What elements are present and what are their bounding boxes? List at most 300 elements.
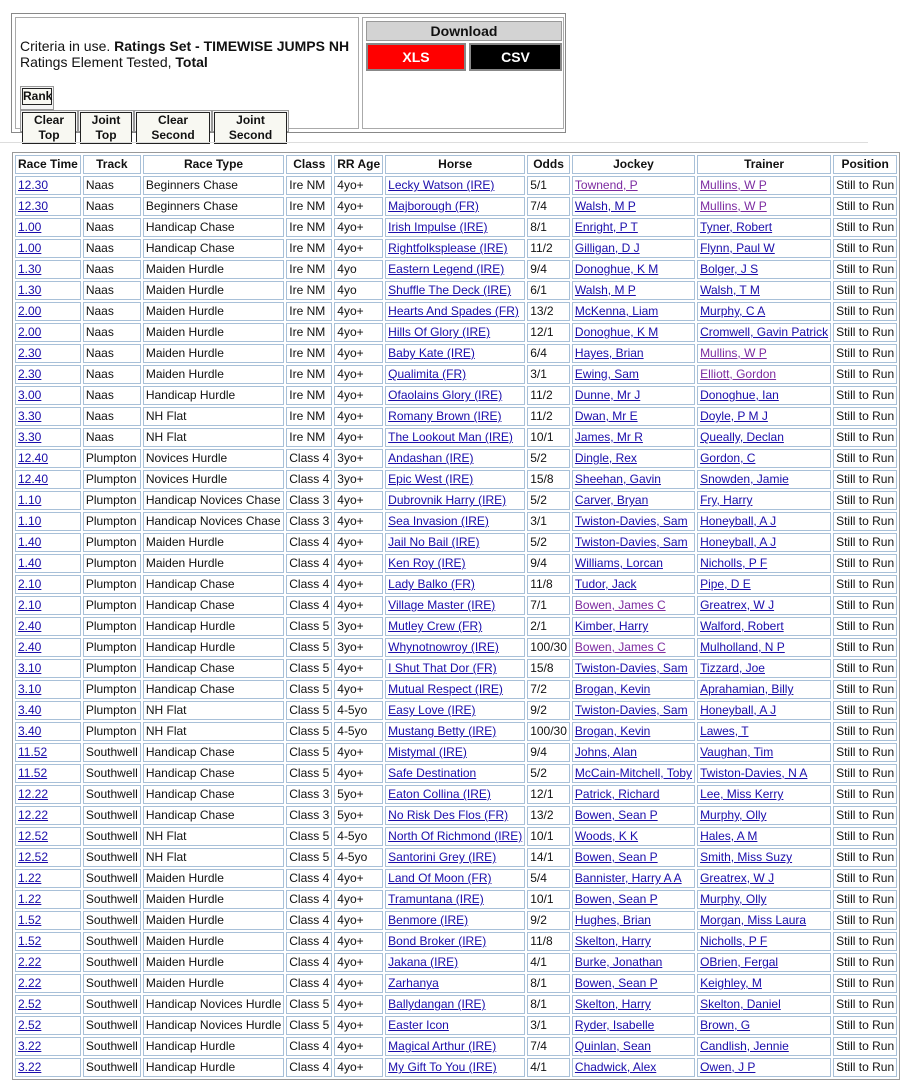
horse-link[interactable]: My Gift To You (IRE)	[388, 1060, 497, 1074]
trainer-link[interactable]: Honeyball, A J	[700, 703, 777, 717]
cell-horse	[385, 197, 525, 216]
cell-position: Still to Run	[833, 722, 897, 741]
race-time-link[interactable]: 1.22	[18, 871, 42, 885]
jockey-link[interactable]: Sheehan, Gavin	[574, 472, 661, 486]
cell-class: Class 5	[286, 722, 332, 741]
jockey-link[interactable]: James, Mr R	[574, 430, 643, 444]
race-time-link[interactable]: 1.30	[18, 262, 42, 276]
trainer-link[interactable]: Greatrex, W J	[700, 598, 775, 612]
horse-link[interactable]: Qualimita (FR)	[388, 367, 467, 381]
jockey-link[interactable]: Bowen, Sean P	[574, 850, 658, 864]
cell-track: Southwell	[83, 1058, 141, 1077]
race-time-link[interactable]: 3.40	[18, 703, 42, 717]
trainer-link[interactable]: Honeyball, A J	[700, 514, 777, 528]
jockey-link[interactable]: Skelton, Harry	[574, 997, 651, 1011]
trainer-link[interactable]: Lawes, T	[700, 724, 749, 738]
cell-race-time	[15, 806, 81, 825]
trainer-link[interactable]: Morgan, Miss Laura	[700, 913, 807, 927]
jockey-link[interactable]: Hayes, Brian	[574, 346, 644, 360]
rank-button-label: Rank	[23, 89, 53, 103]
trainer-link[interactable]: Mulholland, N P	[700, 640, 785, 654]
table-row	[15, 407, 897, 426]
cell-race-type: NH Flat	[143, 701, 284, 720]
cell-track: Southwell	[83, 974, 141, 993]
jockey-link[interactable]: Enright, P T	[574, 220, 638, 234]
joint-second-button[interactable]	[212, 110, 289, 142]
cell-trainer	[697, 260, 831, 279]
race-time-link[interactable]: 3.22	[18, 1039, 42, 1053]
cell-trainer	[697, 974, 831, 993]
cell-rr-age: 4yo+	[334, 869, 383, 888]
cell-jockey	[572, 197, 695, 216]
cell-rr-age: 4yo+	[334, 239, 383, 258]
jockey-link[interactable]: Dingle, Rex	[574, 451, 637, 465]
jockey-link[interactable]: Chadwick, Alex	[574, 1060, 657, 1074]
cell-class: Class 5	[286, 701, 332, 720]
cell-position: Still to Run	[833, 743, 897, 762]
cell-race-time	[15, 1037, 81, 1056]
cell-race-time	[15, 911, 81, 930]
table-row	[15, 1037, 897, 1056]
cell-position: Still to Run	[833, 596, 897, 615]
trainer-link[interactable]: Honeyball, A J	[700, 535, 777, 549]
cell-track: Naas	[83, 176, 141, 195]
cell-race-type: Maiden Hurdle	[143, 554, 284, 573]
cell-class: Class 4	[286, 449, 332, 468]
horse-link[interactable]: Zarhanya	[388, 976, 439, 990]
cell-jockey	[572, 764, 695, 783]
race-time-link[interactable]: 12.52	[18, 850, 49, 864]
cell-race-type: Handicap Hurdle	[143, 638, 284, 657]
cell-horse	[385, 344, 525, 363]
jockey-link[interactable]: Burke, Jonathan	[574, 955, 663, 969]
trainer-link[interactable]: Twiston-Davies, N A	[700, 766, 808, 780]
table-row	[15, 722, 897, 741]
cell-jockey	[572, 533, 695, 552]
cell-odds: 7/2	[527, 680, 570, 699]
cell-position: Still to Run	[833, 848, 897, 867]
cell-rr-age: 5yo+	[334, 806, 383, 825]
cell-race-time	[15, 890, 81, 909]
trainer-link[interactable]: Mullins, W P	[700, 178, 767, 192]
horse-link[interactable]: Shuffle The Deck (IRE)	[388, 283, 512, 297]
horse-link[interactable]: Lady Balko (FR)	[388, 577, 475, 591]
cell-rr-age: 4yo+	[334, 428, 383, 447]
table-row	[15, 638, 897, 657]
race-time-link[interactable]: 1.00	[18, 241, 42, 255]
race-time-link[interactable]: 3.10	[18, 682, 42, 696]
cell-race-type: Handicap Chase	[143, 764, 284, 783]
table-row	[15, 869, 897, 888]
race-time-link[interactable]: 12.52	[18, 829, 49, 843]
jockey-link[interactable]: Twiston-Davies, Sam	[574, 514, 688, 528]
trainer-link[interactable]: Vaughan, Tim	[700, 745, 774, 759]
cell-class: Class 5	[286, 995, 332, 1014]
cell-horse	[385, 890, 525, 909]
trainer-link[interactable]: Elliott, Gordon	[700, 367, 777, 381]
jockey-link[interactable]: Bowen, Sean P	[574, 976, 658, 990]
cell-race-time	[15, 764, 81, 783]
horse-link[interactable]: Eaton Collina (IRE)	[388, 787, 491, 801]
race-time-link[interactable]: 1.00	[18, 220, 42, 234]
horse-link[interactable]: Whynotnowroy (IRE)	[388, 640, 499, 654]
cell-track: Southwell	[83, 953, 141, 972]
cell-horse	[385, 869, 525, 888]
horse-link[interactable]: Bond Broker (IRE)	[388, 934, 487, 948]
horse-link[interactable]: Eastern Legend (IRE)	[388, 262, 505, 276]
jockey-link[interactable]: Williams, Lorcan	[574, 556, 663, 570]
jockey-link[interactable]: Bowen, James C	[574, 598, 666, 612]
cell-race-type: Beginners Chase	[143, 197, 284, 216]
jockey-link[interactable]: Twiston-Davies, Sam	[574, 703, 688, 717]
cell-trainer	[697, 596, 831, 615]
trainer-link[interactable]: Brown, G	[700, 1018, 751, 1032]
jockey-link[interactable]: Bowen, Sean P	[574, 892, 658, 906]
jockey-link[interactable]: Twiston-Davies, Sam	[574, 535, 688, 549]
cell-track: Naas	[83, 197, 141, 216]
cell-class: Class 4	[286, 470, 332, 489]
trainer-link[interactable]: Smith, Miss Suzy	[700, 850, 793, 864]
cell-race-time	[15, 176, 81, 195]
trainer-link[interactable]: Keighley, M	[700, 976, 762, 990]
race-time-link[interactable]: 3.30	[18, 409, 42, 423]
cell-jockey	[572, 827, 695, 846]
horse-link[interactable]: Village Master (IRE)	[388, 598, 496, 612]
cell-odds: 14/1	[527, 848, 570, 867]
cell-class: Class 4	[286, 575, 332, 594]
jockey-link[interactable]: Brogan, Kevin	[574, 724, 651, 738]
horse-link[interactable]: Majborough (FR)	[388, 199, 479, 213]
jockey-link[interactable]: Twiston-Davies, Sam	[574, 661, 688, 675]
jockey-link[interactable]: Donoghue, K M	[574, 262, 659, 276]
cell-race-time	[15, 869, 81, 888]
race-time-link[interactable]: 2.30	[18, 346, 42, 360]
clear-second-button[interactable]	[134, 110, 212, 142]
horse-link[interactable]: Mustang Betty (IRE)	[388, 724, 497, 738]
cell-race-time	[15, 344, 81, 363]
jockey-link[interactable]: Quinlan, Sean	[574, 1039, 651, 1053]
cell-jockey	[572, 974, 695, 993]
trainer-link[interactable]: Tyner, Robert	[700, 220, 773, 234]
jockey-link[interactable]: Tudor, Jack	[574, 577, 637, 591]
clear-second-label: Clear Second	[136, 112, 210, 144]
table-row	[15, 659, 897, 678]
table-row	[15, 827, 897, 846]
table-header-row	[15, 155, 897, 174]
race-time-link[interactable]: 12.22	[18, 787, 49, 801]
cell-position: Still to Run	[833, 1037, 897, 1056]
race-time-link[interactable]: 1.52	[18, 913, 42, 927]
cell-odds: 8/1	[527, 974, 570, 993]
jockey-link[interactable]: Walsh, M P	[574, 199, 636, 213]
jockey-link[interactable]: Patrick, Richard	[574, 787, 660, 801]
cell-horse	[385, 449, 525, 468]
horse-link[interactable]: I Shut That Dor (FR)	[388, 661, 497, 675]
horse-link[interactable]: No Risk Des Flos (FR)	[388, 808, 509, 822]
race-time-link[interactable]: 1.10	[18, 514, 42, 528]
joint-top-button[interactable]	[78, 110, 134, 142]
cell-track: Southwell	[83, 764, 141, 783]
trainer-link[interactable]: Greatrex, W J	[700, 871, 775, 885]
jockey-link[interactable]: Brogan, Kevin	[574, 682, 651, 696]
cell-position: Still to Run	[833, 953, 897, 972]
trainer-link[interactable]: Aprahamian, Billy	[700, 682, 794, 696]
cell-odds: 9/4	[527, 554, 570, 573]
trainer-link[interactable]: Donoghue, Ian	[700, 388, 779, 402]
cell-horse	[385, 848, 525, 867]
cell-race-time	[15, 365, 81, 384]
jockey-link[interactable]: Woods, K K	[574, 829, 639, 843]
jockey-link[interactable]: McKenna, Liam	[574, 304, 659, 318]
clear-top-button[interactable]	[20, 110, 78, 142]
horse-link[interactable]: Benmore (IRE)	[388, 913, 469, 927]
jockey-link[interactable]: Bowen, Sean P	[574, 808, 658, 822]
race-time-link[interactable]: 11.52	[18, 745, 48, 759]
race-time-link[interactable]: 3.22	[18, 1060, 42, 1074]
horse-link[interactable]: Hearts And Spades (FR)	[388, 304, 519, 318]
horse-link[interactable]: Ken Roy (IRE)	[388, 556, 466, 570]
trainer-link[interactable]: Hales, A M	[700, 829, 758, 843]
horse-link[interactable]: Ofaolains Glory (IRE)	[388, 388, 503, 402]
race-time-link[interactable]: 12.22	[18, 808, 49, 822]
jockey-link[interactable]: Bowen, James C	[574, 640, 666, 654]
trainer-link[interactable]: Nicholls, P F	[700, 934, 768, 948]
jockey-link[interactable]: Donoghue, K M	[574, 325, 659, 339]
race-time-link[interactable]: 3.30	[18, 430, 42, 444]
trainer-link[interactable]: Walford, Robert	[700, 619, 784, 633]
horse-link[interactable]: Hills Of Glory (IRE)	[388, 325, 491, 339]
trainer-link[interactable]: Snowden, Jamie	[700, 472, 789, 486]
trainer-link[interactable]: Candlish, Jennie	[700, 1039, 789, 1053]
trainer-link[interactable]: Mullins, W P	[700, 346, 767, 360]
horse-link[interactable]: The Lookout Man (IRE)	[388, 430, 513, 444]
horse-link[interactable]: Lecky Watson (IRE)	[388, 178, 495, 192]
cell-odds: 11/2	[527, 239, 570, 258]
cell-track: Naas	[83, 218, 141, 237]
race-time-link[interactable]: 2.22	[18, 976, 42, 990]
trainer-link[interactable]: Walsh, T M	[700, 283, 760, 297]
race-time-link[interactable]: 12.40	[18, 472, 49, 486]
horse-link[interactable]: Romany Brown (IRE)	[388, 409, 502, 423]
cell-race-type: Maiden Hurdle	[143, 974, 284, 993]
horse-link[interactable]: North Of Richmond (IRE)	[388, 829, 523, 843]
race-time-link[interactable]: 12.30	[18, 199, 49, 213]
race-time-link[interactable]: 12.40	[18, 451, 49, 465]
race-time-link[interactable]: 2.30	[18, 367, 42, 381]
race-time-link[interactable]: 1.30	[18, 283, 42, 297]
horse-link[interactable]: Magical Arthur (IRE)	[388, 1039, 497, 1053]
trainer-link[interactable]: Mullins, W P	[700, 199, 767, 213]
horse-link[interactable]: Easter Icon	[388, 1018, 449, 1032]
race-time-link[interactable]: 1.40	[18, 535, 42, 549]
cell-track: Southwell	[83, 827, 141, 846]
cell-track: Plumpton	[83, 512, 141, 531]
race-time-link[interactable]: 2.10	[18, 577, 42, 591]
trainer-link[interactable]: Tizzard, Joe	[700, 661, 765, 675]
horse-link[interactable]: Jail No Bail (IRE)	[388, 535, 480, 549]
jockey-link[interactable]: Ryder, Isabelle	[574, 1018, 655, 1032]
trainer-link[interactable]: Murphy, Olly	[700, 808, 767, 822]
trainer-link[interactable]: Murphy, Olly	[700, 892, 767, 906]
horse-link[interactable]: Santorini Grey (IRE)	[388, 850, 497, 864]
cell-race-type: Handicap Chase	[143, 680, 284, 699]
cell-race-type: Maiden Hurdle	[143, 365, 284, 384]
race-time-link[interactable]: 1.22	[18, 892, 42, 906]
race-time-link[interactable]: 2.52	[18, 997, 42, 1011]
cell-race-time	[15, 260, 81, 279]
cell-trainer	[697, 869, 831, 888]
trainer-link[interactable]: Flynn, Paul W	[700, 241, 775, 255]
race-time-link[interactable]: 2.10	[18, 598, 42, 612]
cell-trainer	[697, 806, 831, 825]
cell-horse	[385, 806, 525, 825]
race-time-link[interactable]: 2.52	[18, 1018, 42, 1032]
horse-link[interactable]: Mistymal (IRE)	[388, 745, 467, 759]
race-time-link[interactable]: 2.22	[18, 955, 42, 969]
trainer-link[interactable]: Lee, Miss Kerry	[700, 787, 784, 801]
trainer-link[interactable]: Bolger, J S	[700, 262, 759, 276]
race-time-link[interactable]: 2.00	[18, 325, 42, 339]
jockey-link[interactable]: Hughes, Brian	[574, 913, 651, 927]
jockey-link[interactable]: Johns, Alan	[574, 745, 637, 759]
clear-top-label: Clear Top	[22, 112, 76, 144]
jockey-link[interactable]: Gilligan, D J	[574, 241, 640, 255]
trainer-link[interactable]: Skelton, Daniel	[700, 997, 781, 1011]
jockey-link[interactable]: Carver, Bryan	[574, 493, 649, 507]
jockey-link[interactable]: Dunne, Mr J	[574, 388, 641, 402]
race-time-link[interactable]: 3.10	[18, 661, 42, 675]
cell-odds: 100/30	[527, 722, 570, 741]
rank-button[interactable]	[20, 86, 54, 110]
divider	[0, 142, 868, 143]
horse-link[interactable]: Andashan (IRE)	[388, 451, 474, 465]
jockey-link[interactable]: Walsh, M P	[574, 283, 636, 297]
horse-link[interactable]: Baby Kate (IRE)	[388, 346, 475, 360]
cell-position: Still to Run	[833, 239, 897, 258]
cell-race-type: Maiden Hurdle	[143, 890, 284, 909]
cell-trainer	[697, 428, 831, 447]
race-time-link[interactable]: 1.10	[18, 493, 42, 507]
cell-class: Class 3	[286, 512, 332, 531]
cell-jockey	[572, 575, 695, 594]
cell-jockey	[572, 239, 695, 258]
table-row	[15, 848, 897, 867]
trainer-link[interactable]: Doyle, P M J	[700, 409, 768, 423]
csv-download-button[interactable]: CSV	[469, 43, 562, 71]
horse-link[interactable]: Ballydangan (IRE)	[388, 997, 486, 1011]
cell-race-time	[15, 407, 81, 426]
cell-position: Still to Run	[833, 449, 897, 468]
trainer-link[interactable]: Owen, J P	[700, 1060, 756, 1074]
race-time-link[interactable]: 2.40	[18, 640, 42, 654]
race-time-link[interactable]: 1.40	[18, 556, 42, 570]
trainer-link[interactable]: Queally, Declan	[700, 430, 784, 444]
cell-rr-age: 4yo+	[334, 176, 383, 195]
cell-class: Class 4	[286, 1037, 332, 1056]
horse-link[interactable]: Safe Destination	[388, 766, 477, 780]
cell-race-time	[15, 638, 81, 657]
jockey-link[interactable]: Skelton, Harry	[574, 934, 651, 948]
trainer-link[interactable]: Pipe, D E	[700, 577, 751, 591]
cell-position: Still to Run	[833, 512, 897, 531]
trainer-link[interactable]: Murphy, C A	[700, 304, 766, 318]
horse-link[interactable]: Sea Invasion (IRE)	[388, 514, 489, 528]
cell-track: Naas	[83, 386, 141, 405]
race-time-link[interactable]: 2.00	[18, 304, 42, 318]
cell-race-time	[15, 743, 81, 762]
cell-odds: 100/30	[527, 638, 570, 657]
jockey-link[interactable]: McCain-Mitchell, Toby	[574, 766, 693, 780]
cell-trainer	[697, 1037, 831, 1056]
horse-link[interactable]: Easy Love (IRE)	[388, 703, 476, 717]
cell-rr-age: 4yo+	[334, 890, 383, 909]
race-time-link[interactable]: 1.52	[18, 934, 42, 948]
race-time-link[interactable]: 2.40	[18, 619, 42, 633]
horse-link[interactable]: Dubrovnik Harry (IRE)	[388, 493, 507, 507]
trainer-link[interactable]: OBrien, Fergal	[700, 955, 779, 969]
cell-odds: 6/4	[527, 344, 570, 363]
cell-position: Still to Run	[833, 344, 897, 363]
horse-link[interactable]: Jakana (IRE)	[388, 955, 459, 969]
jockey-link[interactable]: Bannister, Harry A A	[574, 871, 682, 885]
xls-download-button[interactable]: XLS	[366, 43, 466, 71]
cell-race-type: Maiden Hurdle	[143, 911, 284, 930]
table-row	[15, 1016, 897, 1035]
cell-odds: 13/2	[527, 302, 570, 321]
cell-horse	[385, 512, 525, 531]
download-heading: Download	[366, 21, 562, 41]
race-time-link[interactable]: 12.30	[18, 178, 49, 192]
trainer-link[interactable]: Nicholls, P F	[700, 556, 768, 570]
ratings-element: Total	[175, 54, 208, 70]
horse-link[interactable]: Irish Impulse (IRE)	[388, 220, 488, 234]
cell-class: Ire NM	[286, 302, 332, 321]
horse-link[interactable]: Tramuntana (IRE)	[388, 892, 484, 906]
table-row	[15, 302, 897, 321]
cell-race-type: NH Flat	[143, 407, 284, 426]
jockey-link[interactable]: Ewing, Sam	[574, 367, 639, 381]
trainer-link[interactable]: Gordon, C	[700, 451, 756, 465]
trainer-link[interactable]: Cromwell, Gavin Patrick	[700, 325, 829, 339]
horse-link[interactable]: Mutual Respect (IRE)	[388, 682, 503, 696]
horse-link[interactable]: Epic West (IRE)	[388, 472, 474, 486]
table-row	[15, 197, 897, 216]
cell-position: Still to Run	[833, 260, 897, 279]
jockey-link[interactable]: Dwan, Mr E	[574, 409, 638, 423]
horse-link[interactable]: Land Of Moon (FR)	[388, 871, 492, 885]
cell-odds: 2/1	[527, 617, 570, 636]
cell-trainer	[697, 638, 831, 657]
horse-link[interactable]: Rightfolksplease (IRE)	[388, 241, 508, 255]
cell-track: Naas	[83, 239, 141, 258]
race-time-link[interactable]: 3.40	[18, 724, 42, 738]
cell-odds: 5/1	[527, 176, 570, 195]
cell-odds: 13/2	[527, 806, 570, 825]
race-time-link[interactable]: 3.00	[18, 388, 42, 402]
jockey-link[interactable]: Townend, P	[574, 178, 638, 192]
jockey-link[interactable]: Kimber, Harry	[574, 619, 649, 633]
cell-position: Still to Run	[833, 869, 897, 888]
cell-position: Still to Run	[833, 659, 897, 678]
cell-class: Ire NM	[286, 239, 332, 258]
cell-jockey	[572, 428, 695, 447]
cell-odds: 10/1	[527, 890, 570, 909]
cell-track: Naas	[83, 302, 141, 321]
trainer-link[interactable]: Fry, Harry	[700, 493, 753, 507]
cell-class: Class 4	[286, 953, 332, 972]
horse-link[interactable]: Mutley Crew (FR)	[388, 619, 483, 633]
race-time-link[interactable]: 11.52	[18, 766, 48, 780]
